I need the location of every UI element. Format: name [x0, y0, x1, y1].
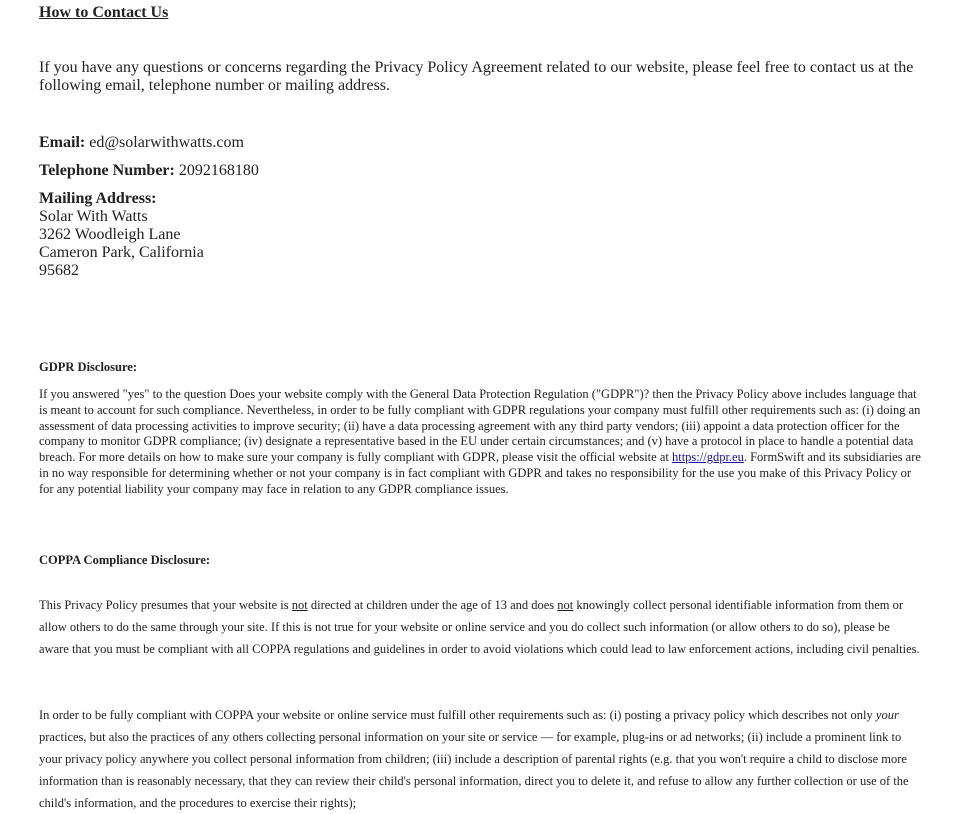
- coppa-p2-text-b: practices, but also the practices of any others collecting personal information on your site or service — for example, plug-ins or ad networks; (ii) include a prominent link to your privacy policy anywhere you collect personal information from children; (iii) include a description of parental rights (e.g. that you won't require a child to disclose more information than is reasonably necessary, that they can review their child's personal information, direct you to delete it, and refuse to allow any further collection or use of the child's information, and the procedures to exercise their rights);: [39, 730, 909, 810]
- coppa-p2-your: your: [875, 708, 899, 722]
- gdpr-link[interactable]: https://gdpr.eu: [671, 450, 744, 465]
- address-line-company: Solar With Watts: [39, 208, 148, 225]
- mailing-address: [39, 190, 204, 280]
- phone-value: 2092168180: [178, 162, 259, 179]
- coppa-paragraph-2: [39, 704, 921, 814]
- phone-label: Telephone Number:: [39, 162, 175, 179]
- address-line-city: Cameron Park, California: [39, 244, 204, 261]
- coppa-paragraph-1: [39, 594, 921, 660]
- email-label: Email:: [39, 134, 86, 151]
- contact-intro: If you have any questions or concerns regarding the Privacy Policy Agreement related to our website, please feel free to contact us at the following email, telephone number or mailing address.: [39, 59, 914, 94]
- email-line: [39, 134, 244, 152]
- coppa-p1-not-2: not: [557, 598, 574, 612]
- coppa-p1-text-a: This Privacy Policy presumes that your website is: [39, 598, 292, 612]
- coppa-p1-not-1: not: [291, 598, 308, 612]
- mailing-label: Mailing Address:: [39, 190, 157, 207]
- gdpr-text-start: If you answered "yes" to the question Does your website comply with the General Data Protection Regulation ("GDPR")? then the Privacy Policy above includes language that is meant to account for such compliance. Nevertheless, in order to be fully compliant with GDPR regulations your company must fulfill other requirements such as: (i) doing an assessment of data processing activities to improve security; (ii) have a data processing agreement with any third party vendors; (iii) appoint a data protection officer for the company to monitor GDPR compliance; (iv) designate a representative based in the EU under certain circumstances; and (v) have a protocol in place to handle a potential data breach. For more details on how to make sure your company is fully compliant with GDPR, please visit the official website at: [39, 387, 921, 465]
- phone-line: [39, 162, 259, 180]
- email-value: ed@solarwithwatts.com: [89, 134, 244, 151]
- address-line-zip: 95682: [39, 262, 79, 279]
- gdpr-body: [39, 387, 923, 498]
- gdpr-heading: GDPR Disclosure:: [39, 360, 138, 374]
- coppa-p1-text-c: knowingly collect personal identifiable information from them or allow others to do the same through your site. If this is not true for your website or online service and you do collect such information (or allow others to do so), please be aware that you must be compliant with all COPPA regulations and guidelines in order to avoid violations which could lead to law enforcement actions, including civil penalties.: [39, 598, 920, 656]
- coppa-p1-text-b: directed at children under the age of 13 and does: [307, 598, 558, 612]
- contact-heading: How to Contact Us: [39, 4, 169, 21]
- address-line-street: 3262 Woodleigh Lane: [39, 226, 181, 243]
- coppa-p2-text-a: In order to be fully compliant with COPPA your website or online service must fulfill other requirements such as: (i) posting a privacy policy which describes not only: [39, 708, 876, 722]
- gdpr-text-end: . FormSwift and its subsidiaries are in no way responsible for determining whether or not your company is in fact compliant with GDPR and takes no responsibility for the use you make of this Privacy Policy or for any potential liability your company may face in relation to any GDPR compliance issues.: [39, 450, 921, 496]
- coppa-heading: COPPA Compliance Disclosure:: [39, 553, 211, 567]
